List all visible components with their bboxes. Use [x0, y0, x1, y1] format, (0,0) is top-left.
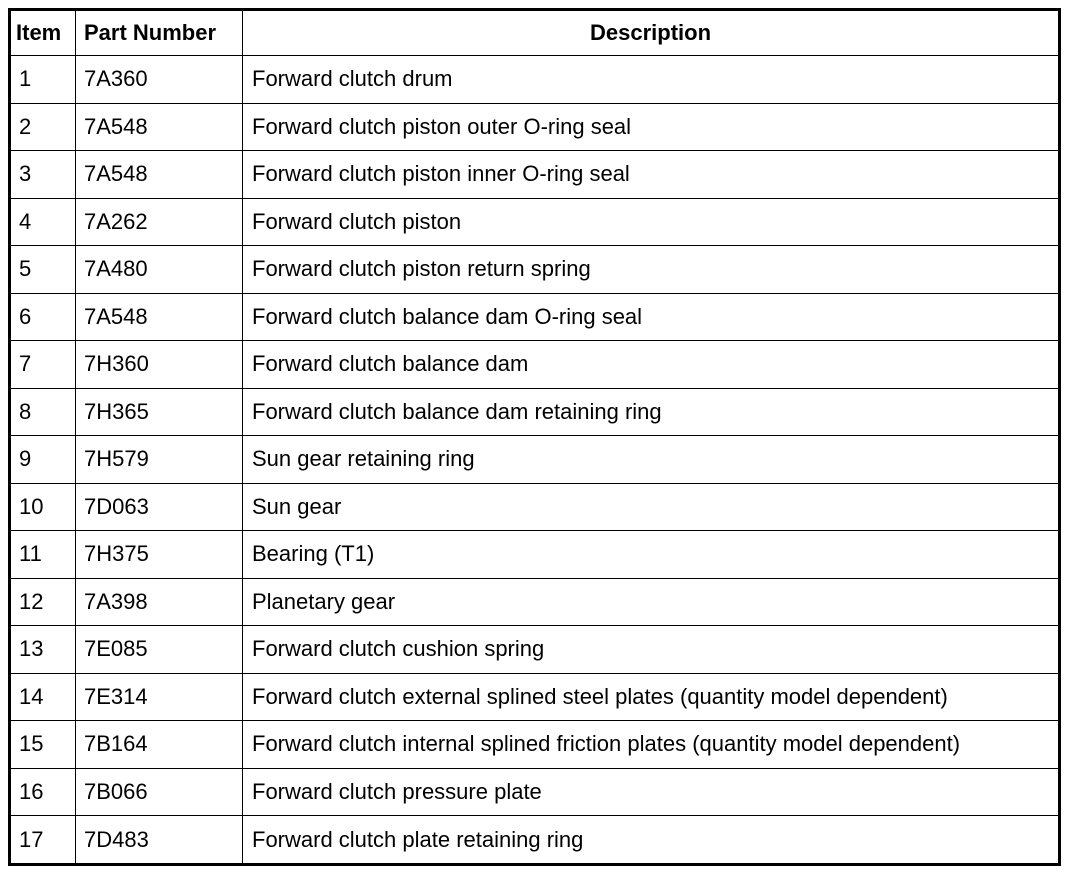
description-cell: Forward clutch internal splined friction plates (quantity model dependent) [243, 721, 1060, 769]
header-row [10, 10, 1060, 56]
item-cell: 16 [10, 768, 76, 816]
part-number-cell: 7A548 [76, 103, 243, 151]
table-row [10, 673, 1060, 721]
parts-table [8, 8, 1061, 866]
description-cell: Forward clutch balance dam retaining ring [243, 388, 1060, 436]
item-cell: 17 [10, 816, 76, 865]
part-number-cell: 7A548 [76, 151, 243, 199]
item-cell: 9 [10, 436, 76, 484]
description-cell: Sun gear retaining ring [243, 436, 1060, 484]
description-cell: Forward clutch balance dam [243, 341, 1060, 389]
description-cell: Sun gear [243, 483, 1060, 531]
table-row [10, 721, 1060, 769]
part-number-cell: 7D483 [76, 816, 243, 865]
item-cell: 4 [10, 198, 76, 246]
description-cell: Planetary gear [243, 578, 1060, 626]
table-row [10, 293, 1060, 341]
item-cell: 12 [10, 578, 76, 626]
item-cell: 7 [10, 341, 76, 389]
column-header-part-number: Part Number [76, 10, 243, 56]
part-number-cell: 7D063 [76, 483, 243, 531]
item-cell: 2 [10, 103, 76, 151]
description-cell: Forward clutch piston [243, 198, 1060, 246]
table-row [10, 768, 1060, 816]
table-row [10, 531, 1060, 579]
description-cell: Forward clutch balance dam O-ring seal [243, 293, 1060, 341]
part-number-cell: 7H365 [76, 388, 243, 436]
item-cell: 1 [10, 56, 76, 104]
table-row [10, 198, 1060, 246]
part-number-cell: 7H360 [76, 341, 243, 389]
part-number-cell: 7B164 [76, 721, 243, 769]
description-cell: Forward clutch piston outer O-ring seal [243, 103, 1060, 151]
item-cell: 14 [10, 673, 76, 721]
part-number-cell: 7A262 [76, 198, 243, 246]
item-cell: 10 [10, 483, 76, 531]
description-cell: Forward clutch plate retaining ring [243, 816, 1060, 865]
part-number-cell: 7H375 [76, 531, 243, 579]
table-row [10, 151, 1060, 199]
item-cell: 13 [10, 626, 76, 674]
description-cell: Forward clutch piston inner O-ring seal [243, 151, 1060, 199]
table-body [10, 56, 1060, 865]
table-row [10, 246, 1060, 294]
part-number-cell: 7A480 [76, 246, 243, 294]
description-cell: Forward clutch pressure plate [243, 768, 1060, 816]
description-cell: Forward clutch piston return spring [243, 246, 1060, 294]
table-row [10, 578, 1060, 626]
item-cell: 8 [10, 388, 76, 436]
description-cell: Forward clutch external splined steel plates (quantity model dependent) [243, 673, 1060, 721]
table-row [10, 816, 1060, 865]
item-cell: 5 [10, 246, 76, 294]
item-cell: 6 [10, 293, 76, 341]
description-cell: Forward clutch drum [243, 56, 1060, 104]
description-cell: Forward clutch cushion spring [243, 626, 1060, 674]
part-number-cell: 7E314 [76, 673, 243, 721]
table-row [10, 388, 1060, 436]
table-row [10, 56, 1060, 104]
column-header-item: Item [10, 10, 76, 56]
part-number-cell: 7A360 [76, 56, 243, 104]
description-cell: Bearing (T1) [243, 531, 1060, 579]
item-cell: 15 [10, 721, 76, 769]
part-number-cell: 7A548 [76, 293, 243, 341]
part-number-cell: 7H579 [76, 436, 243, 484]
table-row [10, 341, 1060, 389]
part-number-cell: 7B066 [76, 768, 243, 816]
part-number-cell: 7A398 [76, 578, 243, 626]
table-row [10, 626, 1060, 674]
column-header-description: Description [243, 10, 1060, 56]
part-number-cell: 7E085 [76, 626, 243, 674]
table-row [10, 483, 1060, 531]
item-cell: 3 [10, 151, 76, 199]
item-cell: 11 [10, 531, 76, 579]
table-row [10, 436, 1060, 484]
table-row [10, 103, 1060, 151]
table-header [10, 10, 1060, 56]
